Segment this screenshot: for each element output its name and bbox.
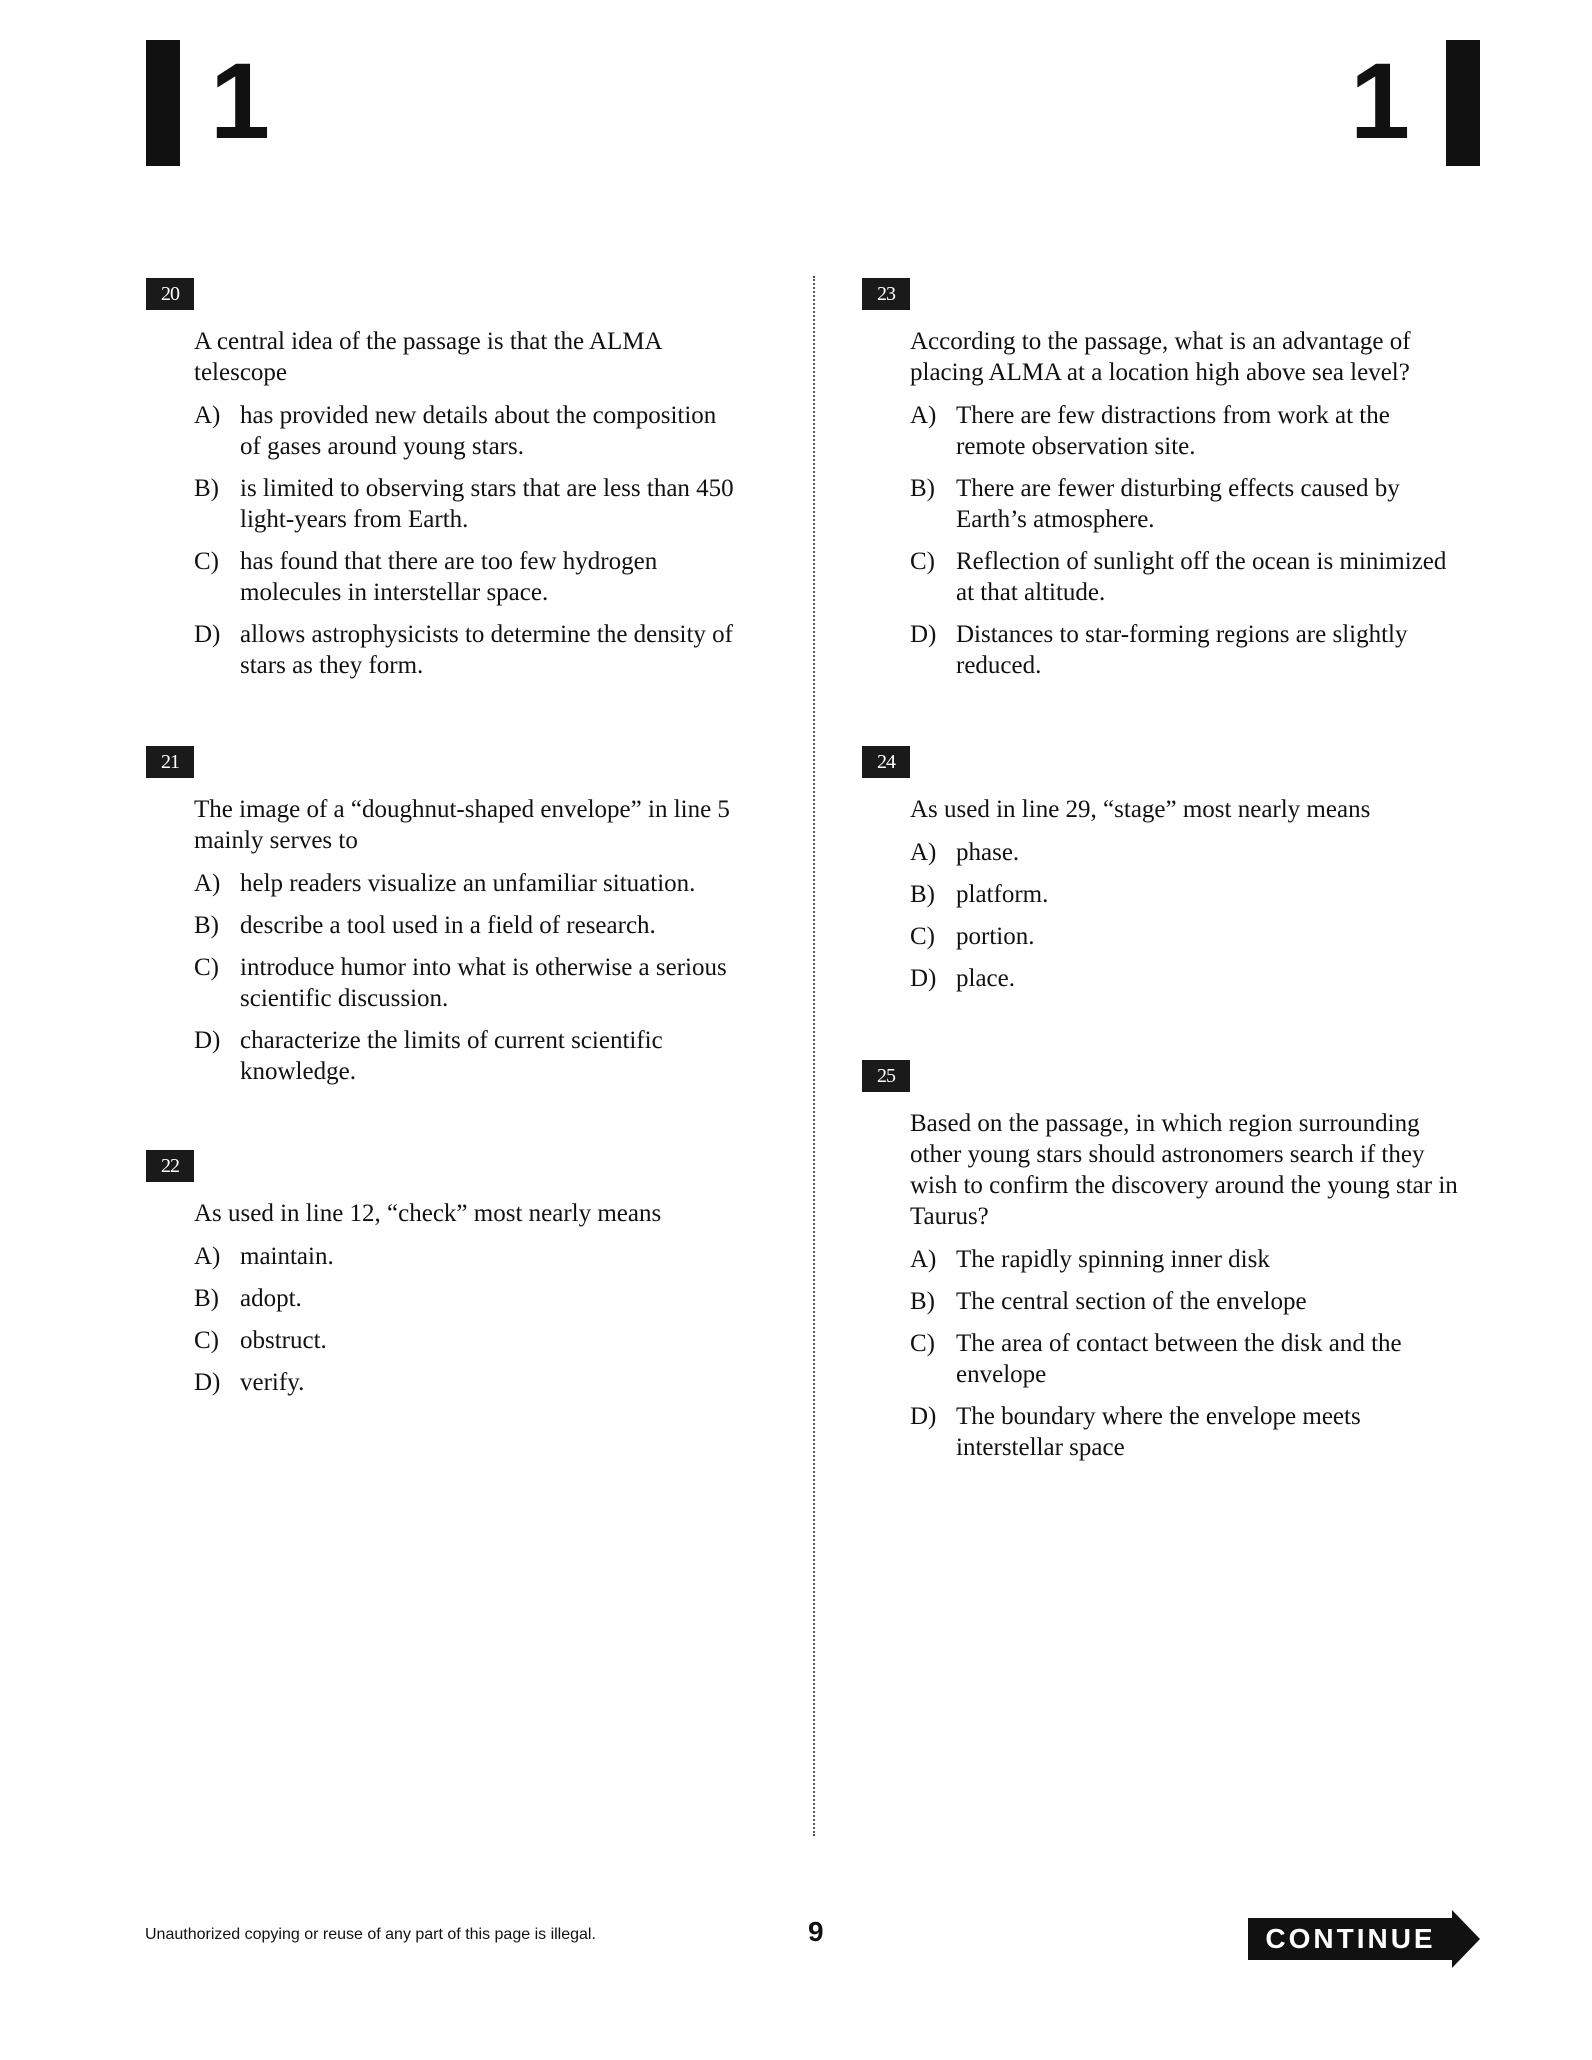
continue-button[interactable] [1248, 1910, 1480, 1968]
question-20 [146, 278, 736, 692]
copyright-notice: Unauthorized copying or reuse of any part of this page is illegal. [145, 1926, 596, 1943]
option-letter: A) [194, 1243, 221, 1270]
answer-option-d[interactable] [910, 963, 1452, 994]
option-text: platform. [956, 881, 1049, 908]
option-letter: A) [194, 402, 221, 429]
answer-option-d[interactable] [194, 1367, 736, 1398]
option-letter: B) [910, 475, 935, 502]
question-21 [146, 746, 736, 1098]
option-letter: A) [910, 839, 937, 866]
question-number-badge: 22 [146, 1150, 194, 1182]
question-stem: Based on the passage, in which region surrounding other young stars should astronomers search if they wish to confirm the discovery around the young star in Taurus? [910, 1110, 1458, 1230]
option-letter: C) [910, 548, 935, 575]
question-number-badge: 23 [862, 278, 910, 310]
question-22 [146, 1150, 736, 1409]
option-text: allows astrophysicists to determine the density of stars as they form. [240, 621, 733, 679]
option-text: phase. [956, 839, 1020, 866]
option-text: The central section of the envelope [956, 1288, 1307, 1315]
option-text: introduce humor into what is otherwise a serious scientific discussion. [240, 954, 727, 1012]
answer-option-c[interactable] [910, 546, 1452, 608]
question-25 [862, 1060, 1458, 1474]
option-text: has provided new details about the composition of gases around young stars. [240, 402, 717, 460]
option-letter: A) [910, 1246, 937, 1273]
question-24 [862, 746, 1452, 1005]
option-text: describe a tool used in a field of research. [240, 912, 656, 939]
option-letter: D) [910, 965, 937, 992]
question-number-badge: 24 [862, 746, 910, 778]
option-text: help readers visualize an unfamiliar situation. [240, 870, 696, 897]
option-letter: B) [194, 912, 219, 939]
option-letter: B) [194, 475, 219, 502]
option-text: obstruct. [240, 1327, 327, 1354]
question-stem: According to the passage, what is an advantage of placing ALMA at a location high above sea level? [910, 328, 1411, 386]
option-letter: B) [194, 1285, 219, 1312]
option-letter: B) [910, 881, 935, 908]
answer-option-c[interactable] [910, 921, 1452, 952]
section-marker-bar-right [1446, 40, 1480, 166]
answer-option-c[interactable] [194, 1325, 736, 1356]
answer-option-b[interactable] [194, 910, 736, 941]
answer-option-a[interactable] [194, 400, 736, 462]
option-text: There are few distractions from work at the remote observation site. [956, 402, 1390, 460]
answer-option-c[interactable] [910, 1328, 1452, 1390]
option-letter: C) [910, 923, 935, 950]
answer-option-c[interactable] [194, 546, 736, 608]
answer-option-d[interactable] [194, 619, 736, 681]
option-letter: D) [194, 1369, 221, 1396]
answer-option-a[interactable] [194, 1241, 736, 1272]
answer-option-b[interactable] [910, 1286, 1452, 1317]
option-letter: D) [910, 1403, 937, 1430]
option-letter: D) [194, 1027, 221, 1054]
continue-label: CONTINUE [1248, 1918, 1453, 1960]
option-text: characterize the limits of current scientific knowledge. [240, 1027, 663, 1085]
answer-option-c[interactable] [194, 952, 736, 1014]
section-number-right: 1 [1350, 40, 1411, 161]
option-letter: D) [194, 621, 221, 648]
answer-option-b[interactable] [910, 879, 1452, 910]
question-stem: The image of a “doughnut-shaped envelope” in line 5 mainly serves to [194, 796, 730, 854]
question-number-badge: 25 [862, 1060, 910, 1092]
arrow-right-icon [1452, 1910, 1480, 1968]
column-divider [813, 276, 815, 1836]
option-text: The area of contact between the disk and the envelope [956, 1330, 1402, 1388]
answer-option-a[interactable] [910, 1244, 1452, 1275]
option-text: adopt. [240, 1285, 302, 1312]
answer-option-b[interactable] [194, 1283, 736, 1314]
option-letter: C) [194, 548, 219, 575]
answer-option-b[interactable] [910, 473, 1452, 535]
option-text: portion. [956, 923, 1035, 950]
option-letter: B) [910, 1288, 935, 1315]
answer-option-d[interactable] [910, 619, 1452, 681]
question-stem: A central idea of the passage is that the ALMA telescope [194, 328, 662, 386]
section-marker-bar-left [146, 40, 180, 166]
option-letter: A) [910, 402, 937, 429]
option-text: has found that there are too few hydrogen molecules in interstellar space. [240, 548, 658, 606]
question-stem: As used in line 29, “stage” most nearly means [910, 796, 1371, 823]
option-text: The boundary where the envelope meets interstellar space [956, 1403, 1361, 1461]
question-number-badge: 21 [146, 746, 194, 778]
answer-option-b[interactable] [194, 473, 736, 535]
page-number: 9 [808, 1916, 824, 1947]
option-text: There are fewer disturbing effects caused by Earth’s atmosphere. [956, 475, 1400, 533]
option-text: is limited to observing stars that are less than 450 light-years from Earth. [240, 475, 734, 533]
answer-option-d[interactable] [910, 1401, 1452, 1463]
option-text: verify. [240, 1369, 305, 1396]
option-letter: A) [194, 870, 221, 897]
option-letter: D) [910, 621, 937, 648]
option-text: The rapidly spinning inner disk [956, 1246, 1270, 1273]
answer-option-d[interactable] [194, 1025, 736, 1087]
option-text: place. [956, 965, 1015, 992]
option-text: Distances to star-forming regions are slightly reduced. [956, 621, 1408, 679]
answer-option-a[interactable] [910, 400, 1452, 462]
section-number-left: 1 [210, 40, 271, 161]
answer-option-a[interactable] [194, 868, 736, 899]
question-23 [862, 278, 1452, 692]
option-letter: C) [194, 954, 219, 981]
answer-option-a[interactable] [910, 837, 1452, 868]
option-letter: C) [194, 1327, 219, 1354]
question-number-badge: 20 [146, 278, 194, 310]
option-text: maintain. [240, 1243, 334, 1270]
option-letter: C) [910, 1330, 935, 1357]
question-stem: As used in line 12, “check” most nearly means [194, 1200, 662, 1227]
option-text: Reflection of sunlight off the ocean is minimized at that altitude. [956, 548, 1447, 606]
